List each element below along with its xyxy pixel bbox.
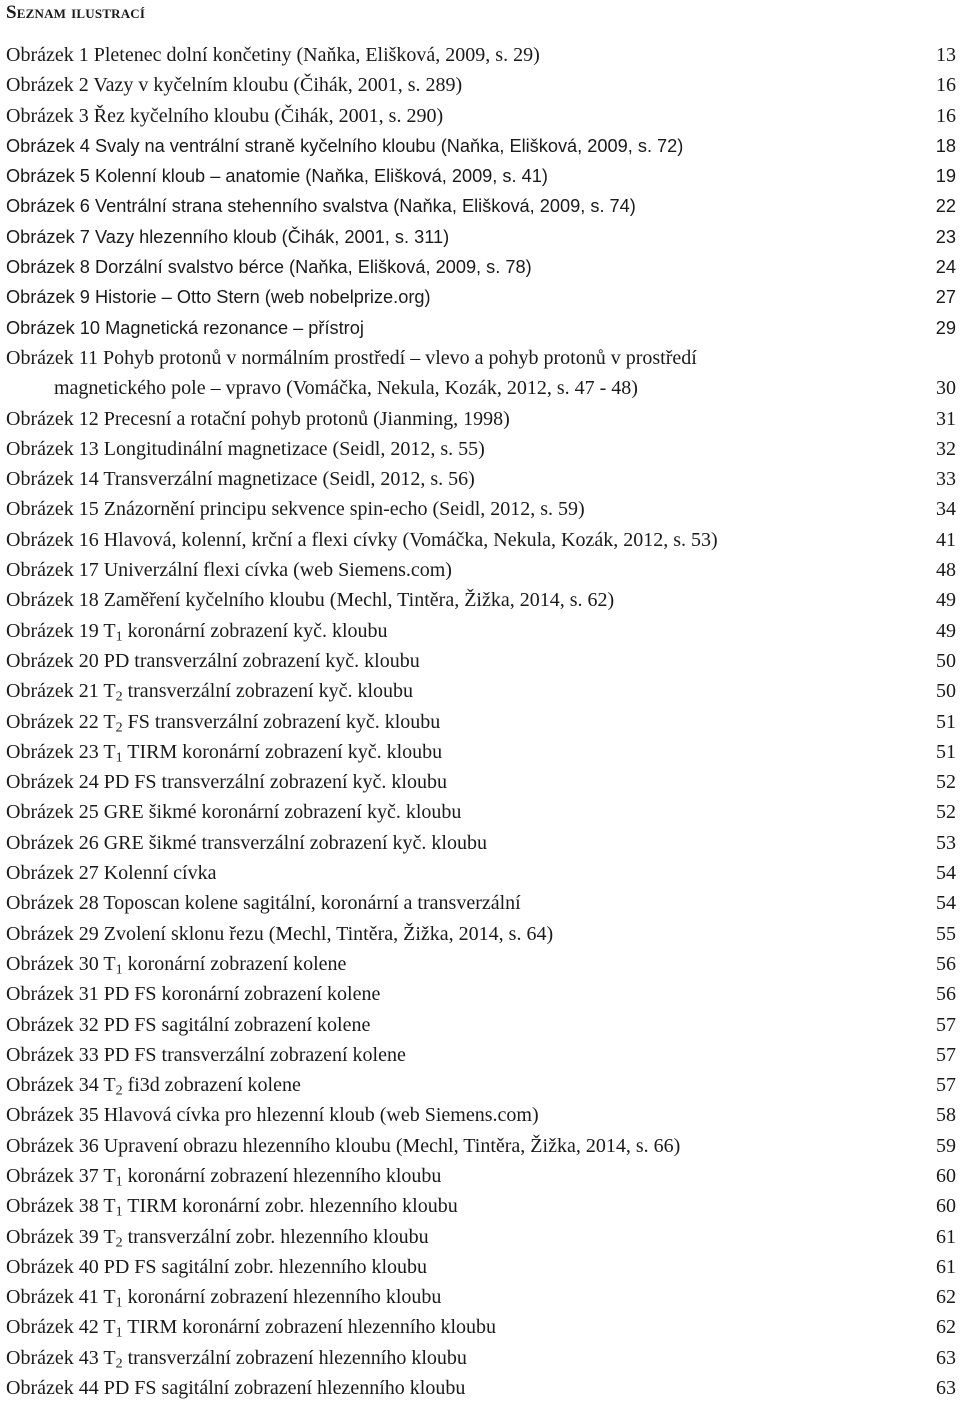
- figure-title: [6, 40, 540, 70]
- page-number: 16: [936, 74, 956, 97]
- figure-title-subscript: 2: [115, 1235, 123, 1251]
- figure-title: [6, 1131, 680, 1161]
- figure-title-subscript: 2: [115, 1356, 123, 1372]
- figure-title: [6, 347, 697, 369]
- figure-entry[interactable]: [6, 1040, 956, 1070]
- figure-entry[interactable]: [6, 40, 956, 70]
- figure-title-text: Obrázek 21 T: [6, 680, 116, 703]
- figure-title: [6, 888, 521, 918]
- figure-entry[interactable]: [6, 252, 956, 282]
- figure-entry[interactable]: [6, 828, 956, 858]
- figure-title: [6, 70, 462, 100]
- figure-entry[interactable]: [6, 1070, 956, 1100]
- figure-entry-line2: [6, 373, 956, 403]
- figure-title: [6, 1312, 496, 1342]
- figure-title-text: Obrázek 35 Hlavová cívka pro hlezenní kloub (web Siemens.com): [6, 1104, 539, 1127]
- figure-entry[interactable]: [6, 616, 956, 646]
- page-number: 57: [936, 1013, 956, 1036]
- figure-title-rest: koronární zobrazení hlezenního kloubu: [122, 1286, 442, 1309]
- figure-title-subscript: 1: [115, 1174, 123, 1190]
- figure-title: [6, 616, 388, 646]
- page-number: 56: [936, 952, 956, 975]
- figure-entry[interactable]: [6, 1191, 956, 1221]
- page-number: 49: [936, 619, 956, 642]
- figure-title-text: Obrázek 32 PD FS sagitální zobrazení kolene: [6, 1013, 371, 1036]
- figure-entry[interactable]: [6, 1222, 956, 1252]
- page-number: 63: [936, 1346, 956, 1369]
- figure-title: [6, 767, 447, 797]
- figure-title-text: Obrázek 38 T: [6, 1195, 116, 1218]
- figure-title-text: Obrázek 2 Vazy v kyčelním kloubu (Čihák, 2001, s. 289): [6, 74, 463, 97]
- figure-title: [6, 494, 585, 524]
- figure-title: [6, 1282, 441, 1312]
- figure-title-text: Obrázek 39 T: [6, 1225, 116, 1248]
- figure-title-text: Obrázek 22 T: [6, 710, 116, 733]
- figure-title-text: Obrázek 25 GRE šikmé koronární zobrazení kyč. kloubu: [6, 801, 462, 824]
- figure-entry[interactable]: [6, 494, 956, 524]
- figure-title-text: Obrázek 8 Dorzální svalstvo bérce (Naňka, Elišková, 2009, s. 78): [6, 257, 532, 278]
- figure-title: [6, 797, 461, 827]
- figure-title-text: Obrázek 10 Magnetická rezonance – přístroj: [6, 317, 364, 338]
- page-number: 31: [936, 407, 956, 430]
- figure-title-continuation: magnetického pole – vpravo (Vomáčka, Nekula, Kozák, 2012, s. 47 - 48): [54, 377, 638, 400]
- figure-entry[interactable]: [6, 888, 956, 918]
- page-number: 54: [936, 862, 956, 885]
- figure-entry-line1: [6, 343, 956, 373]
- figure-title-text: Obrázek 44 PD FS sagitální zobrazení hlezenního kloubu: [6, 1377, 466, 1400]
- figure-entry[interactable]: [6, 1161, 956, 1191]
- figure-title-text: Obrázek 17 Univerzální flexi cívka (web Siemens.com): [6, 559, 452, 582]
- figure-title-subscript: 1: [115, 629, 123, 645]
- figure-title-text: Obrázek 28 Toposcan kolene sagitální, koronární a transverzální: [6, 892, 521, 915]
- page-number: 22: [935, 196, 956, 217]
- page-number: 60: [936, 1195, 956, 1218]
- figure-title: [6, 919, 553, 949]
- figure-entry[interactable]: [6, 191, 956, 221]
- figure-title-text: Obrázek 12 Precesní a rotační pohyb protonů (Jianming, 1998): [6, 407, 510, 430]
- figure-title-subscript: 1: [115, 962, 123, 978]
- figure-title-rest: transverzální zobr. hlezenního kloubu: [122, 1225, 429, 1248]
- page-number: 57: [936, 1074, 956, 1097]
- figure-title-text: Obrázek 36 Upravení obrazu hlezenního kloubu (Mechl, Tintěra, Žižka, 2014, s. 66): [6, 1134, 681, 1157]
- figure-entry[interactable]: [6, 101, 956, 131]
- figure-title: [6, 979, 380, 1009]
- figure-title: [6, 101, 443, 131]
- figure-entry[interactable]: [6, 1373, 956, 1403]
- figure-entry[interactable]: [6, 404, 956, 434]
- figure-title: [6, 555, 452, 585]
- figure-title-rest: koronární zobrazení hlezenního kloubu: [122, 1164, 442, 1187]
- figure-list: [6, 40, 956, 1403]
- figure-title-subscript: 2: [115, 689, 123, 705]
- figure-title: [6, 282, 431, 312]
- figure-title-text: Obrázek 33 PD FS transverzální zobrazení kolene: [6, 1043, 406, 1066]
- figure-title: [6, 828, 487, 858]
- page-number: 58: [936, 1104, 956, 1127]
- figure-title-rest: TIRM koronární zobr. hlezenního kloubu: [122, 1195, 458, 1218]
- page-number: 27: [935, 287, 956, 308]
- figure-entry[interactable]: [6, 434, 956, 464]
- page-number: 51: [936, 740, 956, 763]
- figure-title-rest: koronární zobrazení kolene: [122, 952, 347, 975]
- figure-title: [6, 676, 413, 706]
- figure-title-text: Obrázek 4 Svaly na ventrální straně kyčelního kloubu (Naňka, Elišková, 2009, s. 72): [6, 135, 684, 156]
- figure-title: [6, 1040, 406, 1070]
- figure-entry[interactable]: [6, 767, 956, 797]
- figure-title-text: Obrázek 7 Vazy hlezenního kloub (Čihák, 2001, s. 311): [6, 226, 450, 247]
- figure-title-text: Obrázek 14 Transverzální magnetizace (Seidl, 2012, s. 56): [6, 468, 475, 491]
- figure-title-rest: koronární zobrazení kyč. kloubu: [122, 619, 388, 642]
- figure-entry[interactable]: [6, 858, 956, 888]
- figure-title: [6, 191, 636, 221]
- figure-title-text: Obrázek 30 T: [6, 952, 116, 975]
- figure-title: [6, 646, 420, 676]
- page-number: 18: [935, 135, 956, 156]
- figure-entry[interactable]: [6, 585, 956, 615]
- figure-title-rest: FS transverzální zobrazení kyč. kloubu: [122, 710, 441, 733]
- figure-title-text: Obrázek 16 Hlavová, kolenní, krční a flexi cívky (Vomáčka, Nekula, Kozák, 2012, s. 53): [6, 528, 718, 551]
- page-number: 61: [936, 1255, 956, 1278]
- figure-title-text: Obrázek 19 T: [6, 619, 116, 642]
- figure-title-text: Obrázek 34 T: [6, 1074, 116, 1097]
- figure-title: [6, 1010, 370, 1040]
- figure-title-text: Obrázek 15 Znázornění principu sekvence spin-echo (Seidl, 2012, s. 59): [6, 498, 585, 521]
- figure-title-text: Obrázek 42 T: [6, 1316, 116, 1339]
- figure-title-text: Obrázek 24 PD FS transverzální zobrazení kyč. kloubu: [6, 771, 447, 794]
- figure-entry[interactable]: [6, 1282, 956, 1312]
- page-number: 61: [936, 1225, 956, 1248]
- page-number: 50: [936, 649, 956, 672]
- figure-title: [6, 1100, 539, 1130]
- figure-title: [6, 1343, 467, 1373]
- figure-title: [6, 525, 718, 555]
- page-number: 32: [936, 437, 956, 460]
- figure-entry[interactable]: [6, 161, 956, 191]
- figure-title: [6, 1161, 441, 1191]
- list-of-figures-heading: Seznam ilustrací: [6, 2, 146, 23]
- figure-title-text: Obrázek 31 PD FS koronární zobrazení kolene: [6, 983, 381, 1006]
- figure-title-rest: TIRM koronární zobrazení kyč. kloubu: [122, 740, 443, 763]
- figure-title-text: Obrázek 26 GRE šikmé transverzální zobrazení kyč. kloubu: [6, 831, 487, 854]
- figure-title-text: Obrázek 9 Historie – Otto Stern (web nobelprize.org): [6, 287, 431, 308]
- figure-entry[interactable]: [6, 797, 956, 827]
- page-number: 62: [936, 1316, 956, 1339]
- figure-title-text: Obrázek 20 PD transverzální zobrazení kyč. kloubu: [6, 649, 420, 672]
- figure-title-text: Obrázek 29 Zvolení sklonu řezu (Mechl, Tintěra, Žižka, 2014, s. 64): [6, 922, 554, 945]
- figure-title: [6, 252, 532, 282]
- figure-title-text: Obrázek 23 T: [6, 740, 116, 763]
- page-number: 52: [936, 801, 956, 824]
- figure-entry[interactable]: [6, 707, 956, 737]
- figure-title: [6, 949, 346, 979]
- figure-title: [6, 585, 614, 615]
- figure-title-text: Obrázek 40 PD FS sagitální zobr. hlezenního kloubu: [6, 1255, 428, 1278]
- figure-title: [6, 1070, 301, 1100]
- page-number: 16: [936, 104, 956, 127]
- figure-entry[interactable]: [6, 282, 956, 312]
- figure-title-text: Obrázek 37 T: [6, 1164, 116, 1187]
- figure-entry[interactable]: [6, 1131, 956, 1161]
- page-number: 60: [936, 1164, 956, 1187]
- figure-title-subscript: 1: [115, 1295, 123, 1311]
- page-number: 54: [936, 892, 956, 915]
- page-number: 56: [936, 983, 956, 1006]
- page-number: 63: [936, 1377, 956, 1400]
- figure-entry[interactable]: [6, 1100, 956, 1130]
- figure-title-text: Obrázek 27 Kolenní cívka: [6, 862, 217, 885]
- figure-title: [6, 222, 449, 252]
- figure-entry[interactable]: [6, 343, 956, 404]
- page-number: 24: [935, 257, 956, 278]
- figure-title-text: Obrázek 11 Pohyb protonů v normálním prostředí – vlevo a pohyb protonů v prostředí: [6, 346, 697, 369]
- figure-title: [6, 434, 485, 464]
- figure-title-text: Obrázek 41 T: [6, 1286, 116, 1309]
- figure-title-subscript: 1: [115, 1325, 123, 1341]
- figure-title: [6, 1252, 427, 1282]
- page-number: 59: [936, 1134, 956, 1157]
- page-number: 62: [936, 1286, 956, 1309]
- figure-title-subscript: 1: [115, 750, 123, 766]
- figure-title-rest: TIRM koronární zobrazení hlezenního kloubu: [122, 1316, 497, 1339]
- figure-entry[interactable]: [6, 1252, 956, 1282]
- figure-entry[interactable]: [6, 949, 956, 979]
- figure-entry[interactable]: [6, 313, 956, 343]
- figure-title-text: Obrázek 18 Zaměření kyčelního kloubu (Mechl, Tintěra, Žižka, 2014, s. 62): [6, 589, 615, 612]
- page-number: 57: [936, 1043, 956, 1066]
- figure-title: [6, 464, 475, 494]
- page-number: 41: [936, 528, 956, 551]
- figure-entry[interactable]: [6, 646, 956, 676]
- figure-title-rest: transverzální zobrazení kyč. kloubu: [122, 680, 414, 703]
- figure-entry[interactable]: [6, 1312, 956, 1342]
- figure-title-text: Obrázek 3 Řez kyčelního kloubu (Čihák, 2001, s. 290): [6, 104, 444, 127]
- figure-title-subscript: 2: [115, 1083, 123, 1099]
- page-number: 29: [935, 317, 956, 338]
- figure-title: [6, 161, 548, 191]
- figure-title: [6, 1191, 458, 1221]
- figure-entry[interactable]: [6, 919, 956, 949]
- figure-title: [6, 737, 442, 767]
- figure-title-rest: fi3d zobrazení kolene: [122, 1074, 301, 1097]
- page-number: 30: [936, 377, 956, 400]
- figure-entry[interactable]: [6, 555, 956, 585]
- figure-title: [6, 1373, 465, 1403]
- figure-title: [6, 404, 510, 434]
- figure-title-text: Obrázek 5 Kolenní kloub – anatomie (Naňka, Elišková, 2009, s. 41): [6, 166, 548, 187]
- figure-title-text: Obrázek 6 Ventrální strana stehenního svalstva (Naňka, Elišková, 2009, s. 74): [6, 196, 636, 217]
- figure-title-text: Obrázek 43 T: [6, 1346, 116, 1369]
- figure-entry[interactable]: [6, 222, 956, 252]
- page-number: 19: [935, 166, 956, 187]
- page-number: 51: [936, 710, 956, 733]
- figure-title: [6, 131, 683, 161]
- figure-entry[interactable]: [6, 1010, 956, 1040]
- page-number: 33: [936, 468, 956, 491]
- figure-entry[interactable]: [6, 676, 956, 706]
- figure-title: [6, 313, 364, 343]
- figure-title: [6, 858, 216, 888]
- figure-title-subscript: 1: [115, 1204, 123, 1220]
- page-number: 13: [936, 44, 956, 66]
- page-number: 52: [936, 771, 956, 794]
- page-number: 49: [936, 589, 956, 612]
- page-number: 23: [935, 226, 956, 247]
- figure-title-subscript: 2: [115, 720, 123, 736]
- figure-entry[interactable]: [6, 464, 956, 494]
- figure-entry[interactable]: [6, 1343, 956, 1373]
- figure-entry[interactable]: [6, 131, 956, 161]
- page-number: 53: [936, 831, 956, 854]
- page-number: 48: [936, 559, 956, 582]
- figure-title: [6, 707, 440, 737]
- page-number: 50: [936, 680, 956, 703]
- figure-entry[interactable]: [6, 525, 956, 555]
- figure-entry[interactable]: [6, 737, 956, 767]
- figure-title-rest: transverzální zobrazení hlezenního kloubu: [122, 1346, 467, 1369]
- figure-title-text: Obrázek 13 Longitudinální magnetizace (Seidl, 2012, s. 55): [6, 437, 485, 460]
- figure-entry[interactable]: [6, 70, 956, 100]
- page-number: 34: [936, 498, 956, 521]
- figure-title-text: Obrázek 1 Pletenec dolní končetiny (Naňka, Elišková, 2009, s. 29): [6, 44, 540, 66]
- page-number: 55: [936, 922, 956, 945]
- figure-entry[interactable]: [6, 979, 956, 1009]
- figure-title: [6, 1222, 429, 1252]
